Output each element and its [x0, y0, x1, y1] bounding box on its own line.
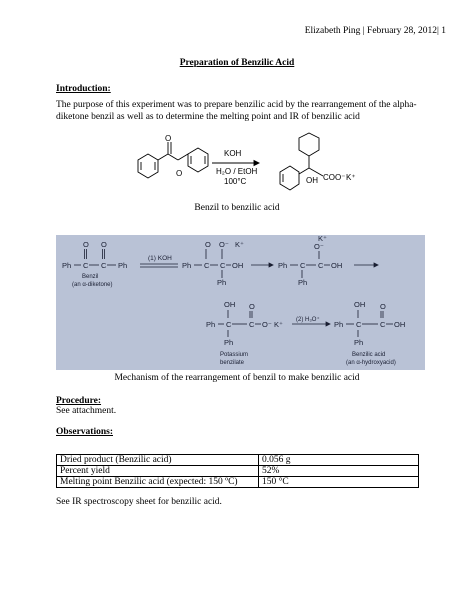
potassium-label: Potassium — [220, 352, 249, 358]
procedure-text: See attachment. — [56, 406, 117, 416]
ph-right: Ph — [118, 261, 128, 270]
introduction-heading: Introduction: — [56, 84, 111, 94]
reagent-solvent: H₂O / EtOH — [216, 167, 258, 176]
introduction-line-1: The purpose of this experiment was to prepare benzilic acid by the rearrangement of the alpha- — [56, 100, 417, 110]
benzil-label: Benzil — [82, 274, 99, 280]
oh-2: OH — [232, 261, 244, 270]
oh-5: OH — [354, 300, 366, 309]
benzil-sublabel: (an α-diketone) — [72, 282, 113, 288]
k-plus-4: K⁺ — [274, 320, 283, 329]
k-plus-3: K⁺ — [318, 235, 327, 243]
o-5: O — [380, 302, 386, 311]
c-4b: C — [249, 320, 255, 329]
table-row — [57, 466, 419, 477]
benzilate-label: benzilate — [220, 360, 245, 366]
table-cell-value: 52% — [259, 466, 419, 477]
benzilate-carboxylate: COO⁻ — [323, 173, 346, 182]
benzil-oxygen-bottom: O — [176, 169, 183, 178]
c-5b: C — [380, 320, 386, 329]
benzil-oxygen-top: O — [165, 134, 172, 143]
benzilate-oh: OH — [306, 176, 318, 185]
k-plus-2: K⁺ — [235, 240, 244, 249]
acid-sublabel: (an α-hydroxyacid) — [346, 360, 396, 366]
row-2 — [206, 300, 405, 366]
o-minus-k-4: O⁻ — [262, 320, 272, 329]
table-cell-label: Percent yield — [57, 466, 259, 477]
o-left: O — [83, 240, 89, 249]
table-cell-value: 0.056 g — [259, 455, 419, 466]
o-minus-3: O⁻ — [314, 242, 324, 251]
introduction-line-2: diketone benzil as well as to determine the melting point and IR of benzilic acid — [56, 112, 360, 122]
procedure-heading: Procedure: — [56, 396, 102, 406]
table-cell-label: Melting point Benzilic acid (expected: 150 ºC) — [57, 477, 259, 488]
reaction-scheme — [110, 132, 360, 200]
reaction-caption: Benzil to benzilic acid — [194, 203, 280, 213]
observations-table — [56, 454, 419, 488]
oh-4: OH — [224, 300, 236, 309]
c-left: C — [83, 261, 89, 270]
table-cell-label: Dried product (Benzilic acid) — [57, 455, 259, 466]
ph-2b: Ph — [217, 278, 227, 287]
ph-4a: Ph — [206, 320, 216, 329]
mechanism-image — [56, 235, 425, 370]
ir-note: See IR spectroscopy sheet for benzilic acid. — [56, 497, 222, 507]
page-header: Elizabeth Ping | February 28, 2012| 1 — [304, 26, 446, 36]
table-row — [57, 477, 419, 488]
o-right: O — [101, 240, 107, 249]
ph-3a: Ph — [278, 261, 288, 270]
acid-label: Benzilic acid — [352, 352, 386, 358]
row-1 — [62, 235, 378, 288]
oh-3: OH — [331, 261, 343, 270]
c-right: C — [101, 261, 107, 270]
ph-left: Ph — [62, 261, 72, 270]
c-4a: C — [226, 320, 232, 329]
oh-5b: OH — [394, 320, 406, 329]
o-2a: O — [205, 240, 211, 249]
c-3b: C — [318, 261, 324, 270]
reaction-arrow — [212, 161, 259, 166]
o-4: O — [249, 302, 255, 311]
c-2a: C — [204, 261, 210, 270]
c-3a: C — [300, 261, 306, 270]
ph-4b: Ph — [224, 338, 234, 347]
table-row — [57, 455, 419, 466]
step-2-label: (2) H₃O⁺ — [296, 317, 320, 323]
c-2b: C — [220, 261, 226, 270]
page-title: Preparation of Benzilic Acid — [179, 58, 295, 68]
ph-3b: Ph — [298, 278, 308, 287]
mechanism-caption: Mechanism of the rearrangement of benzil to make benzilic acid — [114, 373, 360, 383]
benzil-structure — [138, 142, 208, 178]
c-5a: C — [356, 320, 362, 329]
step-1-label: (1) KOH — [148, 255, 172, 262]
benzilate-potassium: K⁺ — [346, 173, 356, 182]
observations-heading: Observations: — [56, 427, 113, 437]
ph-5a: Ph — [334, 320, 344, 329]
mechanism-drawing — [56, 235, 425, 370]
o-minus-2: O⁻ — [219, 240, 229, 249]
reagent-koh: KOH — [224, 149, 242, 158]
reagent-temperature: 100°C — [224, 177, 247, 186]
ph-5b: Ph — [354, 338, 364, 347]
table-cell-value: 150 °C — [259, 477, 419, 488]
ph-2a: Ph — [182, 261, 192, 270]
